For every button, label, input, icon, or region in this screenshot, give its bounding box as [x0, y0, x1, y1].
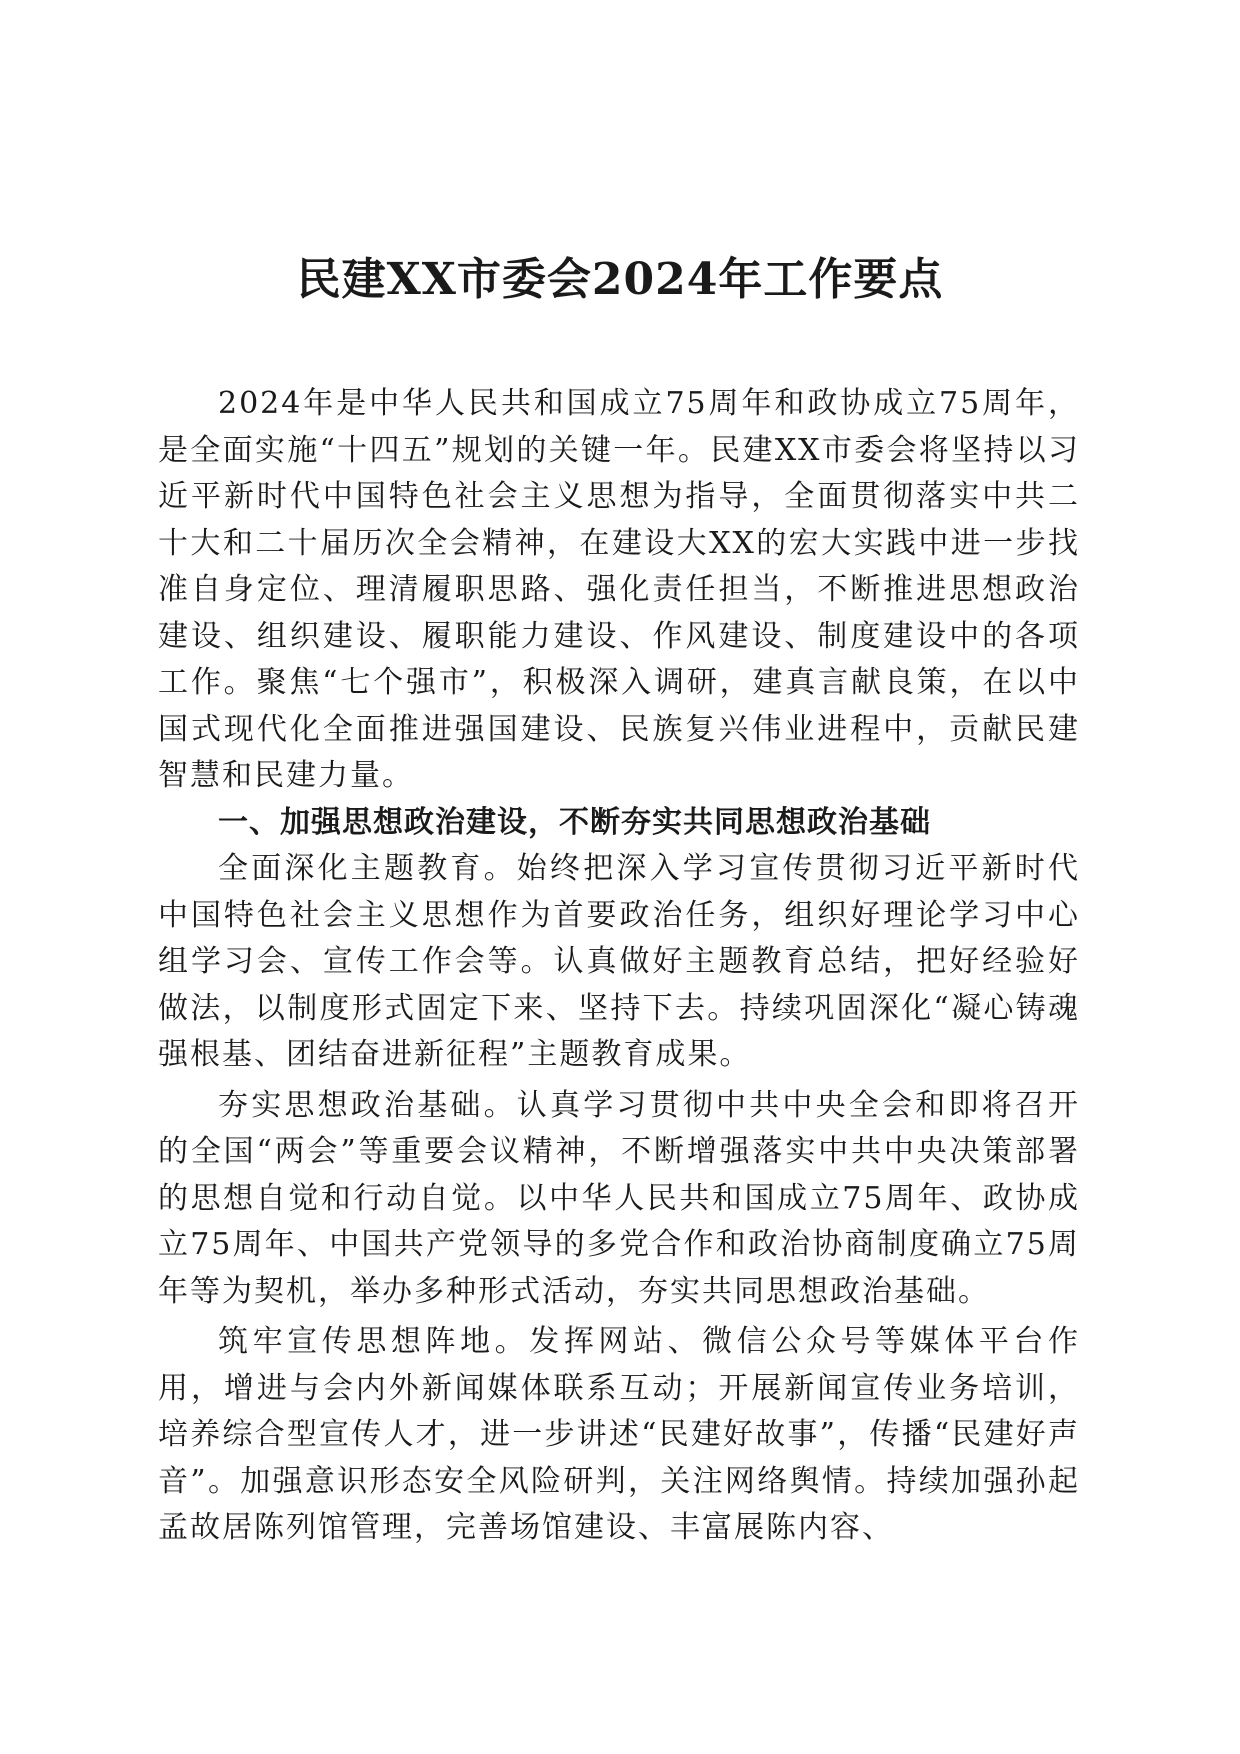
- intro-paragraph: 2024年是中华人民共和国成立75周年和政协成立75周年，是全面实施“十四五”规划的关键一年。民建XX市委会将坚持以习近平新时代中国特色社会主义思想为指导，全面贯彻落实中共二十大和二十届历次全会精神，在建设大XX的宏大实践中进一步找准自身定位、理清履职思路、强化责任担当，不断推进思想政治建设、组织建设、履职能力建设、作风建设、制度建设中的各项工作。聚焦“七个强市”，积极深入调研，建真言献良策，在以中国式现代化全面推进强国建设、民族复兴伟业进程中，贡献民建智慧和民建力量。: [158, 386, 1080, 793]
- paragraph-political-foundation: 夯实思想政治基础。认真学习贯彻中共中央全会和即将召开的全国“两会”等重要会议精神，不断增强落实中共中央决策部署的思想自觉和行动自觉。以中华人民共和国成立75周年、政协成立75周年、中国共产党领导的多党合作和政治协商制度确立75周年等为契机，举办多种形式活动，夯实共同思想政治基础。: [158, 1087, 1080, 1309]
- document-body: [158, 381, 1080, 1552]
- paragraph-theme-education: 全面深化主题教育。始终把深入学习宣传贯彻习近平新时代中国特色社会主义思想作为首要政治任务，组织好理论学习中心组学习会、宣传工作会等。认真做好主题教育总结，把好经验好做法，以制度形式固定下来、坚持下去。持续巩固深化“凝心铸魂强根基、团结奋进新征程”主题教育成果。: [158, 851, 1080, 1072]
- document-title: 民建XX市委会2024年工作要点: [296, 254, 944, 305]
- paragraph-publicity-front: 筑牢宣传思想阵地。发挥网站、微信公众号等媒体平台作用，增进与会内外新闻媒体联系互动；开展新闻宣传业务培训，培养综合型宣传人才，进一步讲述“民建好故事”，传播“民建好声音”。加强意识形态安全风险研判，关注网络舆情。持续加强孙起孟故居陈列馆管理，完善场馆建设、丰富展陈内容、: [158, 1324, 1080, 1545]
- section-heading-1: 一、加强思想政治建设，不断夯实共同思想政治基础: [218, 804, 931, 840]
